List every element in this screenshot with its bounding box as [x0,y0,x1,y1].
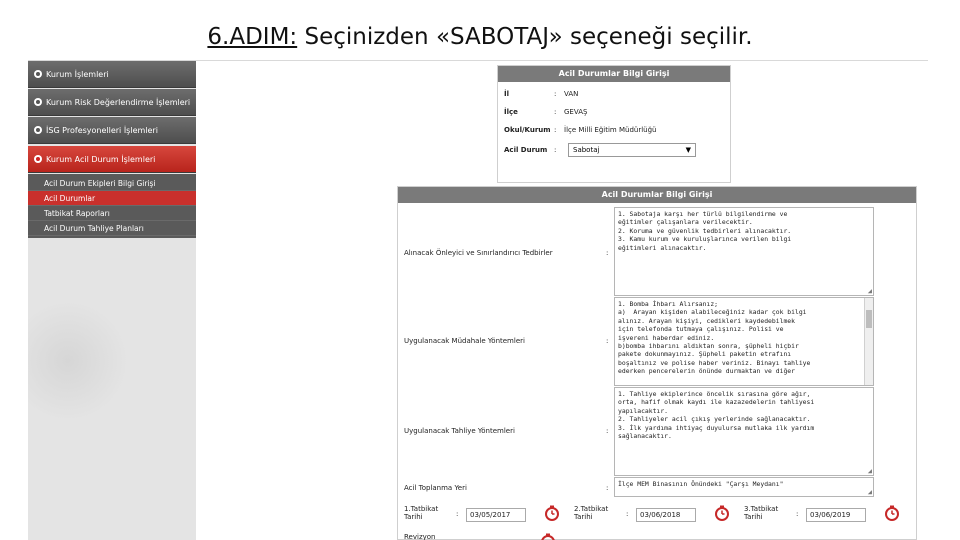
submenu-item-acil-durumlar[interactable]: Acil Durumlar [28,191,196,206]
timer-icon[interactable] [540,533,556,540]
mudahale-textarea[interactable] [614,297,874,386]
field-label: İl [504,90,510,98]
date-input-3[interactable]: 03/06/2019 [806,508,866,522]
bullet-icon [34,98,42,106]
field-label-tahliye: Uygulanacak Tahliye Yöntemleri [404,427,515,435]
submenu-item-tahliye[interactable]: Acil Durum Tahliye Planları [28,221,196,236]
field-label-toplanma: Acil Toplanma Yeri [404,484,467,492]
slide-title-text: Seçinizden «SABOTAJ» seçeneği seçilir. [297,24,753,50]
field-label-tedbirler: Alınacak Önleyici ve Sınırlandırıcı Tedbirler [404,249,553,257]
bullet-icon [34,70,42,78]
date-input-2[interactable]: 03/06/2018 [636,508,696,522]
menu-item-label: Kurum İşlemleri [46,69,109,79]
menu-item-isg[interactable] [28,117,196,144]
menu-item-label: Kurum Acil Durum İşlemleri [46,154,156,164]
info-panel-small [497,65,731,183]
resize-grip-icon[interactable]: ◢ [867,487,872,496]
date-label: 2.Tatbikat Tarihi [574,505,609,521]
toplanma-textarea[interactable] [614,477,874,497]
scrollbar-thumb[interactable] [866,310,872,328]
row-kurum: Okul/Kurum : İlçe Milli Eğitim Müdürlüğü [504,126,657,134]
menu-item-label: Kurum Risk Değerlendirme İşlemleri [46,97,191,107]
field-label: İlçe [504,108,518,116]
bullet-icon [34,155,42,163]
tedbirler-textarea[interactable] [614,207,874,296]
timer-icon[interactable] [544,505,560,521]
menu-item-label: İSG Profesyonelleri İşlemleri [46,125,158,135]
bullet-icon [34,126,42,134]
panel-header: Acil Durumlar Bilgi Girişi [398,187,916,203]
field-label: Okul/Kurum [504,126,551,134]
submenu [28,174,196,238]
menu-item-acil-durum[interactable] [28,146,196,173]
resize-grip-icon[interactable]: ◢ [867,466,872,475]
menu-item-kurum-islemleri[interactable] [28,61,196,88]
field-value: İlçe Milli Eğitim Müdürlüğü [564,126,657,134]
sidebar-menu [28,61,196,238]
tahliye-textarea[interactable] [614,387,874,476]
panel-header: Acil Durumlar Bilgi Girişi [498,66,730,82]
field-value: GEVAŞ [564,108,588,116]
scrollbar[interactable] [864,298,873,385]
revizyon-label: Revizyon [404,533,436,540]
date-label: 1.Tatbikat Tarihi [404,505,439,521]
dropdown-arrow-icon: ▼ [685,146,691,154]
info-panel-large: Acil Durumlar Bilgi Girişi Alınacak Önleyici ve Sınırlandırıcı Tedbirler : 1. Sabotaja karşı her türlü bilgilendirme ve eğitimler çalışanlara verilecektir. 2. Koruma ve güvenlik tedbirleri alınacaktır. 3. Kamu kurum ve kuruluşlarınca verilen bilgi eğitimleri alınacaktır. ◢ Uygulanacak Müdahale Yöntemleri : 1. Bomba İhbarı Alırsanız; a) Arayan kişiden alabileceğiniz kadar çok bilgi alınız. Arayan kişiyi, cedikleri kaydedebilmek için telefonda tutmaya çalışınız. Polisi ve işvereni haberdar ediniz. b)bomba ihbarını aldıktan sonra, şüpheli hiçbir pakete dokunmayınız. Şüpheli paketin etrafını boşaltınız ve polise haber veriniz. Binayı tahliye ederken pencerelerin önünde durmaktan ve diğer Uygulanacak Tahliye Yöntemleri : 1. Tahliye ekiplerince öncelik sırasına göre ağır, orta, hafif olmak kaydı ile kazazedelerin tahliyesi yapılacaktır. 2. Tahliyeler acil çıkış yerlerinde sağlanacaktır. 3. İlk yardıma ihtiyaç duyulursa mutlaka ilk yardım sağlanacaktır. ◢ Acil Toplanma Yeri : İlçe MEM Binasının Önündeki "Çarşı Meydanı" ◢ 1.Tatbikat Tarihi : 03/05/2017 2.Tatbikat Tarihi : 03/06/2018 3.Tatbikat Tarihi : 03/06/2019 Revizyon [397,186,917,540]
select-value: Sabotaj [573,146,600,154]
slide-title [0,24,960,50]
textarea-text: 1. Bomba İhbarı Alırsanız; a) Arayan kişiden alabileceğiniz kadar çok bilgi alınız. Arayan kişiyi, cedikleri kaydedebilmek için telefonda tutmaya çalışınız. Polisi ve işvereni haberdar ediniz. b)bomba ihbarını aldıktan sonra, şüpheli hiçbir pakete dokunmayınız. Şüpheli paketin etrafını boşaltınız ve polise haber veriniz. Binayı tahliye ederken pencerelerin önünde durmaktan ve diğer [618,300,811,376]
slide-title-step: 6.ADIM: [207,24,298,50]
date-label: 3.Tatbikat Tarihi [744,505,779,521]
textarea-text: 1. Tahliye ekiplerince öncelik sırasına göre ağır, orta, hafif olmak kaydı ile kazazedelerin tahliyesi yapılacaktır. 2. Tahliyeler acil çıkış yerlerinde sağlanacaktır. 3. İlk yardıma ihtiyaç duyulursa mutlaka ilk yardım sağlanacaktır. [618,390,815,441]
row-il: İl : VAN [504,90,579,98]
submenu-item-ekipler[interactable]: Acil Durum Ekipleri Bilgi Girişi [28,176,196,191]
sidebar [28,61,196,540]
menu-item-risk[interactable] [28,89,196,116]
row-ilce: İlçe : GEVAŞ [504,108,588,116]
submenu-item-tatbikat[interactable]: Tatbikat Raporları [28,206,196,221]
row-acil-durum: Acil Durum : [504,146,557,154]
acil-durum-select[interactable] [568,143,696,157]
timer-icon[interactable] [714,505,730,521]
timer-icon[interactable] [884,505,900,521]
textarea-text: 1. Sabotaja karşı her türlü bilgilendirme ve eğitimler çalışanlara verilecektir. 2. Koruma ve güvenlik tedbirleri alınacaktır. 3. Kamu kurum ve kuruluşlarınca verilen bilgi eğitimleri alınacaktır. [618,210,792,252]
resize-grip-icon[interactable]: ◢ [867,286,872,295]
textarea-text: İlçe MEM Binasının Önündeki "Çarşı Meydanı" [618,480,784,488]
date-input-1[interactable]: 03/05/2017 [466,508,526,522]
field-value: VAN [564,90,579,98]
field-label: Acil Durum [504,146,548,154]
field-label-mudahale: Uygulanacak Müdahale Yöntemleri [404,337,525,345]
